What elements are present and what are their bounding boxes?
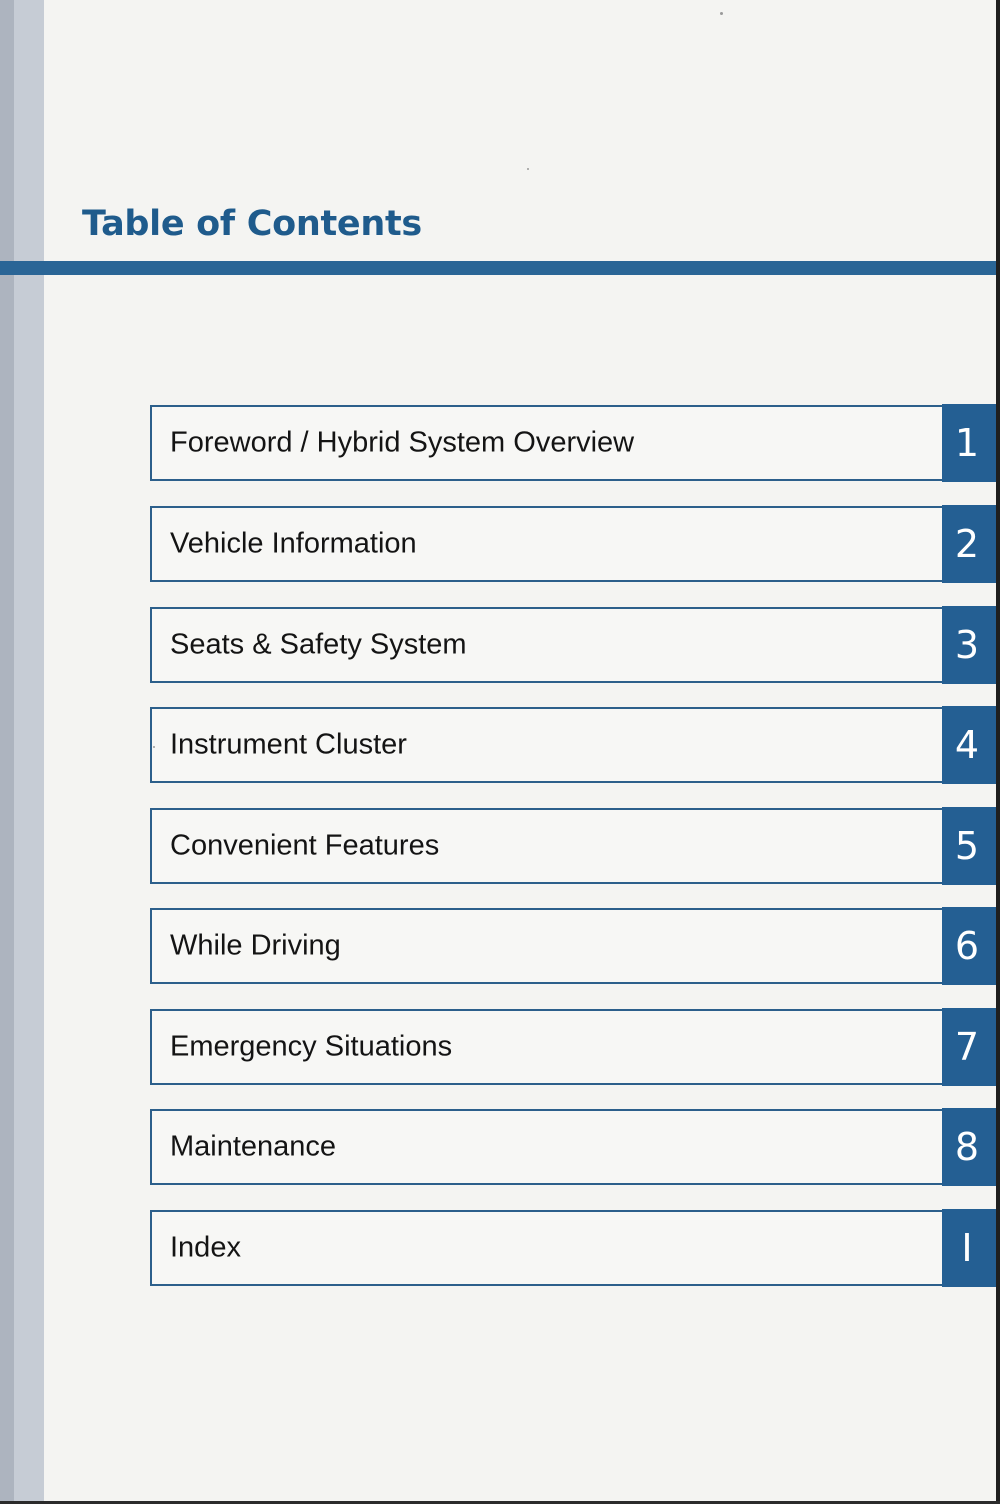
chapter-label: Convenient Features [170,829,440,862]
chapter-row-3[interactable] [150,607,944,683]
chapter-tab-3[interactable]: 3 [942,606,1000,684]
chapter-row-8[interactable] [150,1109,944,1185]
chapter-label: Instrument Cluster [170,728,407,761]
scan-edge [996,0,1000,1504]
chapter-tab-8[interactable]: 8 [942,1108,1000,1186]
scan-speck [527,168,529,170]
chapter-label: While Driving [170,929,341,962]
chapter-row-index[interactable] [150,1210,944,1286]
scan-speck [720,12,723,15]
chapter-tab-index[interactable]: I [942,1209,1000,1287]
chapter-label: Maintenance [170,1130,337,1163]
chapter-label: Index [170,1231,241,1264]
chapter-tab-2[interactable]: 2 [942,505,1000,583]
binding-spine-shadow [0,0,14,1504]
chapter-tab-1[interactable]: 1 [942,404,1000,482]
chapter-label: Foreword / Hybrid System Overview [170,426,635,459]
chapter-label: Seats & Safety System [170,628,467,661]
chapter-label: Vehicle Information [170,527,417,560]
chapter-tab-5[interactable]: 5 [942,807,1000,885]
chapter-tab-7[interactable]: 7 [942,1008,1000,1086]
chapter-tab-6[interactable]: 6 [942,907,1000,985]
page-title: Table of Contents [82,204,422,244]
chapter-label: Emergency Situations [170,1030,453,1063]
chapter-row-5[interactable] [150,808,944,884]
chapter-tab-4[interactable]: 4 [942,706,1000,784]
chapter-row-4[interactable] [150,707,944,783]
chapter-row-7[interactable] [150,1009,944,1085]
scan-speck [153,746,155,748]
chapter-row-2[interactable] [150,506,944,582]
title-divider [0,261,1000,275]
chapter-row-1[interactable] [150,405,944,481]
chapter-row-6[interactable] [150,908,944,984]
